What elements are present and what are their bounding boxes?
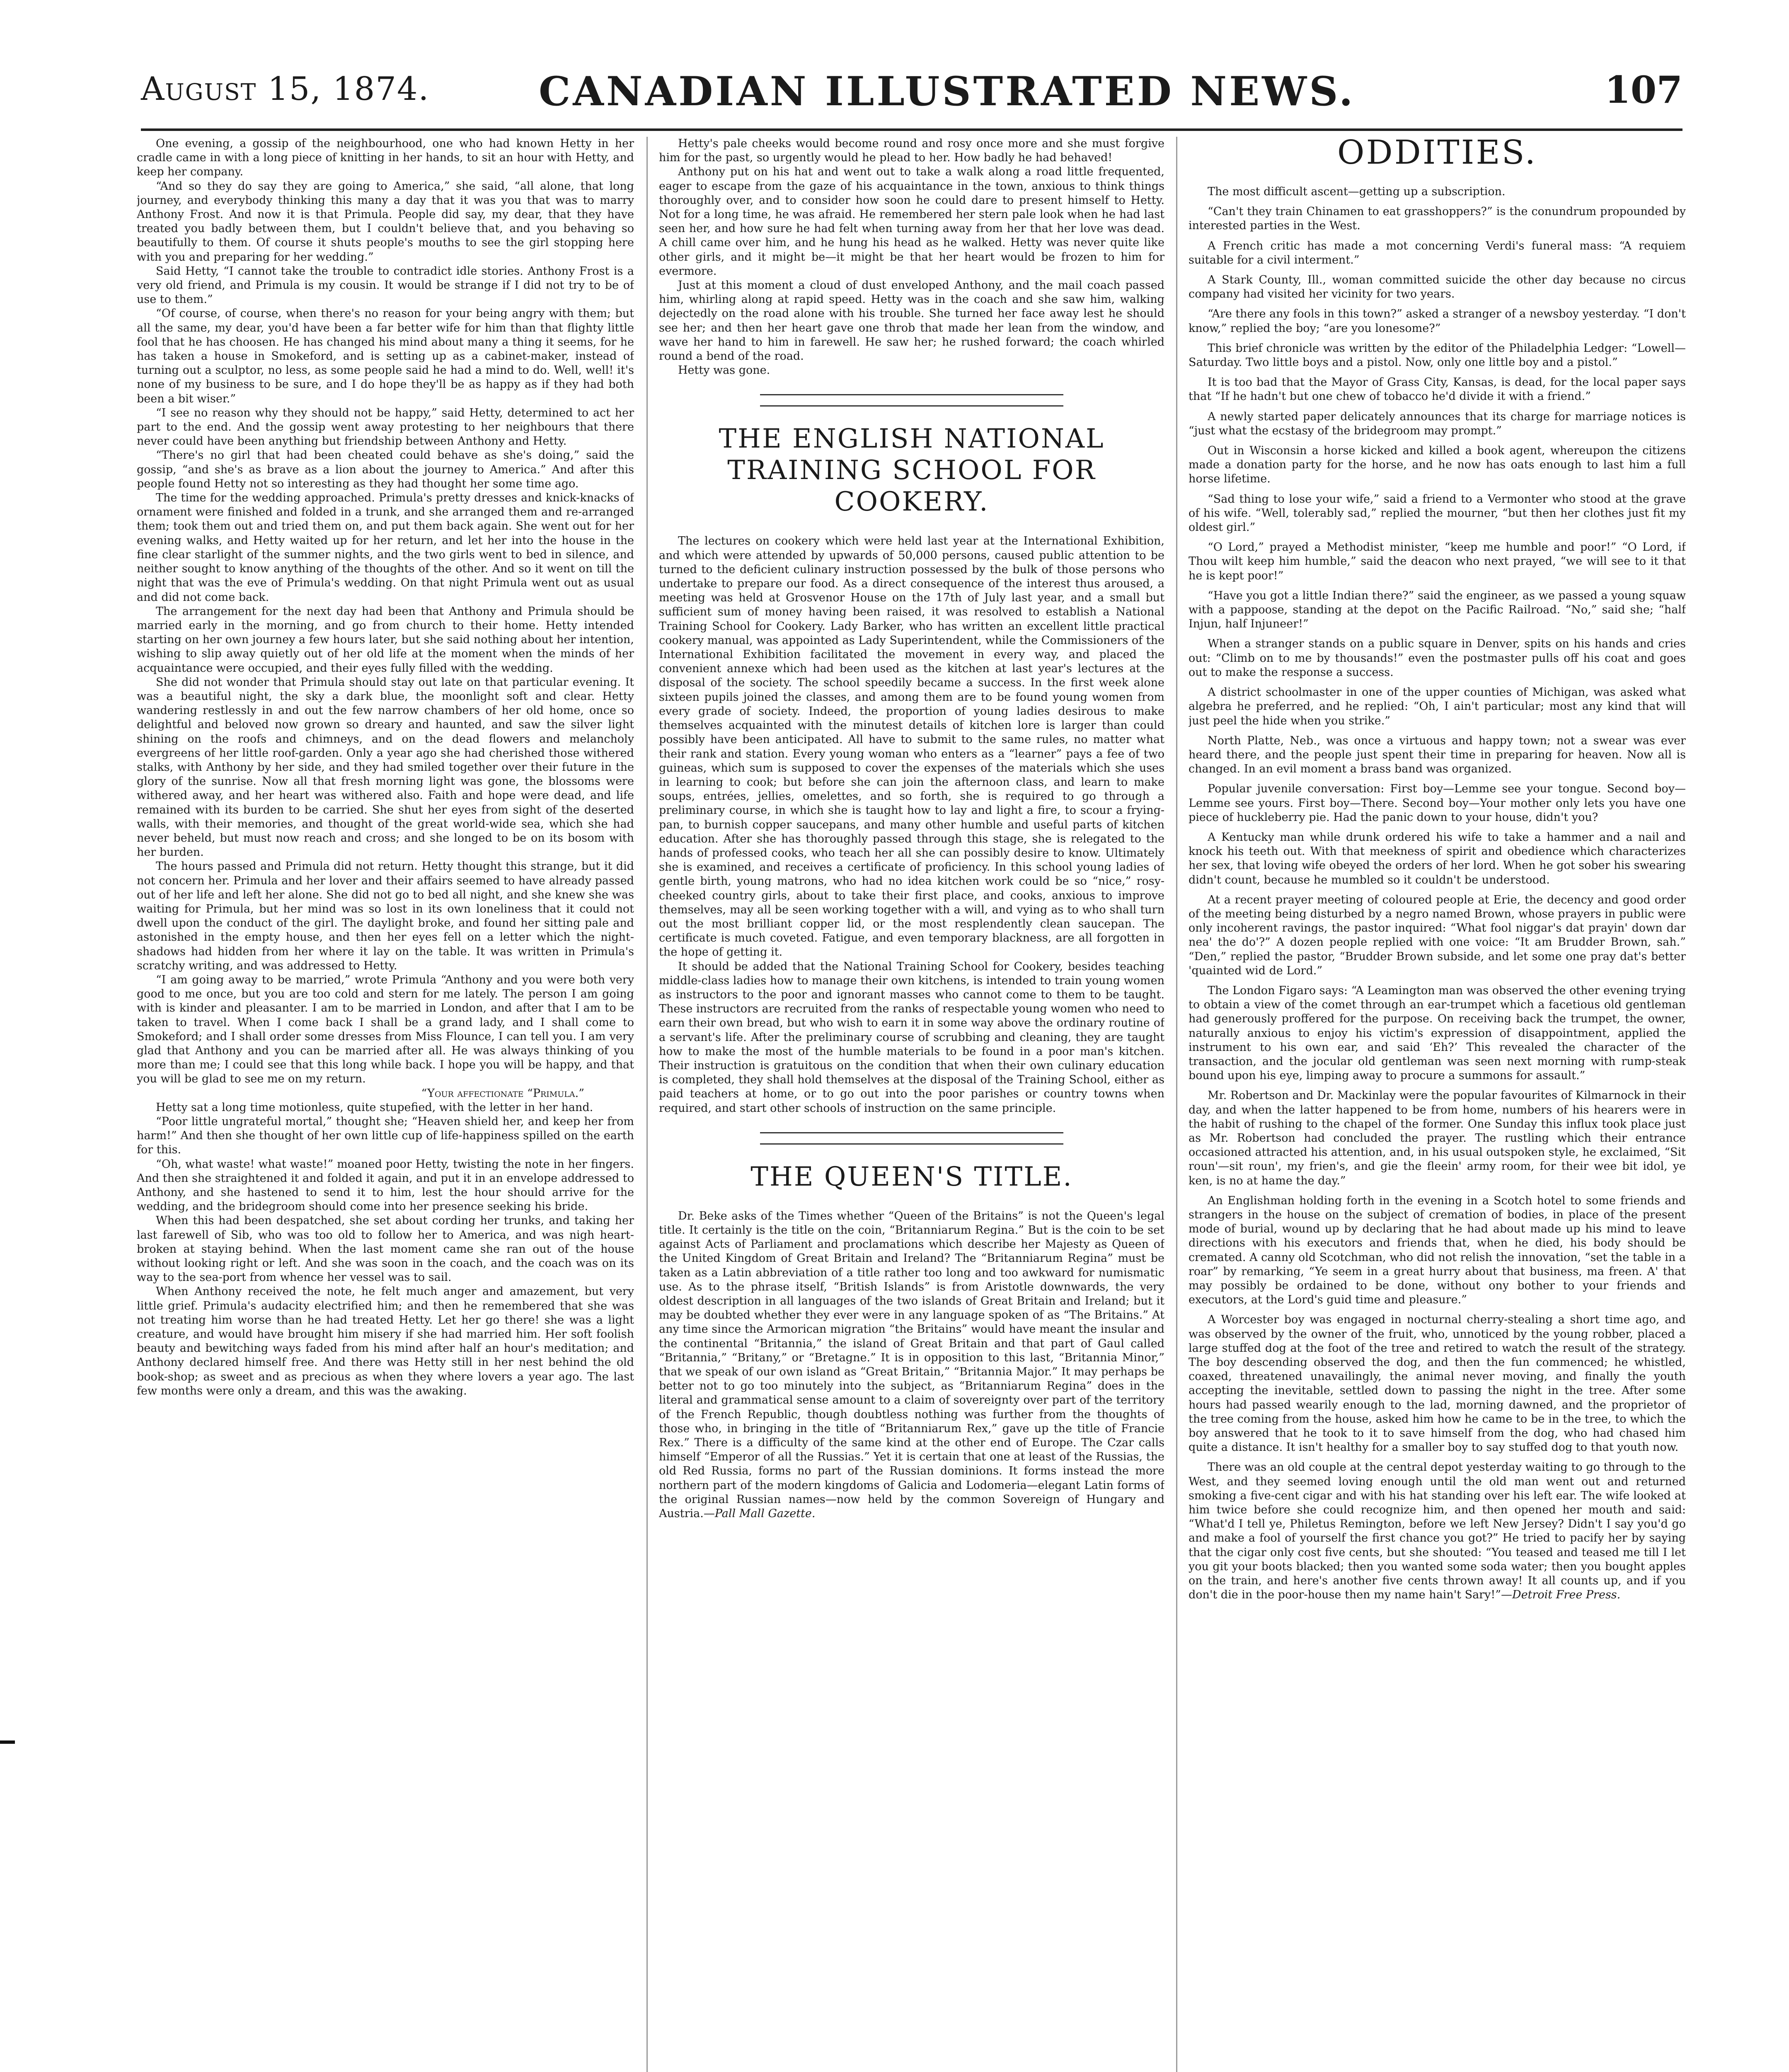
story-paragraph: The hours passed and Primula did not return. Hetty thought this strange, but it did not concern her. Primula and her lover and their affairs seemed to have already passed out of her life and left her alone. She did not go to bed all night, and she knew she was waiting for Primula, but her mind was so lost in its own loneliness that it could not dwell upon the conduct of the girl. The daylight broke, and found her sitting pale and astonished in the empty house, and then her eyes fell on a letter which the night-shadows had hidden from her where it lay on the table. It was written in Primula's scratchy writing, and was addressed to Hetty. (137, 860, 634, 972)
oddity-item: “O Lord,” prayed a Methodist minister, “keep me humble and poor!” “O Lord, if Thou wilt keep him humble,” said the deacon who next prayed, “we will see to it that he is kept poor!” (1189, 541, 1686, 582)
story-paragraph: Just at this moment a cloud of dust enveloped Anthony, and the mail coach passed him, whirling along at rapid speed. Hetty was in the coach and she saw him, walking dejectedly on the road alone with his trouble. She turned her face away lest he should see her; and then her heart gave one throb that made her lean from the window, and wave her hand to him in farewell. He saw her; he rushed forward; the coach whirled round a bend of the road. (659, 279, 1164, 363)
oddity-item: North Platte, Neb., was once a virtuous and happy town; not a swear was ever heard there, and the people just spent their time in preparing for heaven. Now all is changed. In an evil moment a brass band was organized. (1189, 734, 1686, 776)
column-rule-left (646, 137, 648, 2072)
oddity-item: A Kentucky man while drunk ordered his wife to take a hammer and a nail and knock his teeth out. With that meekness of spirit and obedience which characterizes her sex, that loving wife obeyed the orders of her lord. When he got sober his swearing didn't count, because he mumbled so it couldn't be understood. (1189, 830, 1686, 886)
oddity-item: Mr. Robertson and Dr. Mackinlay were the popular favourites of Kilmarnock in their day, and when the latter happened to be from home, numbers of his hearers were in the habit of rushing to the chapel of the former. One Sunday this influx took place just as Mr. Robertson had concluded the prayer. The rustling which their entrance occasioned attracted his attention, and, in his usual outspoken style, he exclaimed, “Sit roun'—sit roun', my frien's, and gie the fleein' army room, for their wee bit idol, ye ken, is no at hame the day.” (1189, 1089, 1686, 1187)
story-paragraph: One evening, a gossip of the neighbourhood, one who had known Hetty in her cradle came in with a long piece of knitting in her hands, to sit an hour with Hetty, and keep her company. (137, 137, 634, 179)
oddities-heading: ODDITIES. (1337, 137, 1537, 172)
oddity-item: A district schoolmaster in one of the upper counties of Michigan, was asked what algebra he preferred, and he replied: “Oh, I ain't particular; most any kind that will just peel the hide when you strike.” (1189, 686, 1686, 727)
page-number: 107 (1605, 68, 1682, 112)
story-paragraph: “Poor little ungrateful mortal,” thought she; “Heaven shield her, and keep her from harm!” And then she thought of her own little cup of life-happiness spilled on the earth for this. (137, 1115, 634, 1157)
column-rule-right (1176, 137, 1177, 2072)
oddity-item: A newly started paper delicately announces that its charge for marriage notices is “just what the ecstasy of the bridegroom may prompt.” (1189, 410, 1686, 437)
cookery-heading: THE ENGLISH NATIONAL TRAINING SCHOOL FOR COOKERY. (719, 424, 1105, 518)
story-paragraph: “I see no reason why they should not be happy,” said Hetty, determined to act her part to the end. And the gossip went away protesting to her neighbours that there never could have been anything but friendship between Anthony and Hetty. (137, 406, 634, 448)
source-credit: —Detroit Free Press. (1501, 1588, 1621, 1602)
oddity-item: At a recent prayer meeting of coloured people at Erie, the decency and good order of the meeting being disturbed by a negro named Brown, whose prayers in public were only incoherent ravings, the pastor inquired: “What fool niggar's dat prayin' down dar nea' the do'?” A dozen people replied with one voice: “It am Brudder Brown, sah.” “Den,” replied the pastor, “Brudder Brown subside, and let some one pray dat's better 'quainted wid de Lord.” (1189, 893, 1686, 977)
story-paragraph: Hetty sat a long time motionless, quite stupefied, with the letter in her hand. (156, 1101, 593, 1114)
oddity-item: Out in Wisconsin a horse kicked and killed a book agent, whereupon the citizens made a donation party for the horse, and he now has oats enough to last him a full horse lifetime. (1189, 444, 1686, 486)
story-paragraph: “Oh, what waste! what waste!” moaned poor Hetty, twisting the note in her fingers. And then she straightened it and folded it again, and put it in an envelope addressed to Anthony, and she hastened to send it to him, lest the hour should arrive for the wedding, and the bridegroom should come into her presence seeking his bride. (137, 1157, 634, 1213)
story-paragraph: “There's no girl that had been cheated could behave as she's doing,” said the gossip, “and she's as brave as a lion about the journey to America.” And after this people found Hetty not so interesting as they had thought her some time ago. (137, 449, 634, 490)
story-paragraph: When this had been despatched, she set about cording her trunks, and taking her last farewell of Sib, who was too old to follow her to America, and was nigh heart-broken at staying behind. When the last moment came she ran out of the house without looking right or left. And she was soon in the coach, and the coach was on its way to the sea-port from whence her vessel was to sail. (137, 1214, 634, 1284)
story-paragraph: Hetty's pale cheeks would become round and rosy once more and she must forgive him for the past, so urgently would he plead to her. How badly he had behaved! (659, 137, 1164, 165)
cookery-paragraph: The lectures on cookery which were held last year at the International Exhibition, and which were attended by upwards of 50,000 persons, caused public attention to be turned to the deficient culinary instruction possessed by the bulk of those persons who undertake to prepare our food. As a direct consequence of the interest thus aroused, a meeting was held at Grosvenor House on the 17th of July last year, and a small but sufficient sum of money having been raised, it was resolved to establish a National Training School for Cookery. Lady Barker, who has written an excellent little practical cookery manual, was appointed as Lady Superintendent, while the Commissioners of the International Exhibition facilitated the movement in every way, and placed the convenient annexe which had been used as the kitchen at last year's lectures at the disposal of the society. The school speedily became a success. In the first week alone sixteen pupils joined the classes, and among them are to be found young women from every grade of society. Indeed, the proportion of young ladies desirous to make themselves acquainted with the minutest details of kitchen lore is larger than could possibly have been anticipated. All have to submit to the same rules, no matter what their rank and station. Every young woman who enters as a “learner” pays a fee of two guineas, which sum is supposed to cover the expenses of the materials which she uses in learning to cook; but before she can join the afternoon class, and learn to make soups, entrées, jellies, omelettes, and so forth, she is required to go through a preliminary course, in which she is taught how to lay and light a fire, to scour a frying-pan, to burnish copper saucepans, and many other humble and useful parts of kitchen education. After she has thoroughly passed through this stage, she is relegated to the hands of professed cooks, who teach her all she can possibly desire to know. Ultimately she is examined, and receives a certificate of proficiency. In this school young ladies of gentle birth, young matrons, who had no idea kitchen work could be so “nice,” rosy-cheeked country girls, about to take their first place, and cooks, anxious to improve themselves, may all be seen working together with a will, and vying as to who shall turn out the most brilliant copper lid, or the most resplendently clean saucepan. The certificate is much coveted. Fatigue, and even temporary blackness, are all forgotten in the hope of getting it. (659, 535, 1164, 959)
cookery-paragraph: It should be added that the National Training School for Cookery, besides teaching middle-class ladies how to manage their own kitchens, is intended to train young women as instructors to the poor and ignorant masses who cannot come to them to be taught. These instructors are recruited from the ranks of respectable young women who need to earn their own bread, but who wish to earn it in some way above the ordinary routine of a servant's life. After the preliminary course of scrubbing and cleaning, they are taught how to make the most of the humble materials to be found in a poor man's kitchen. Their instruction is gratuitous on the condition that when their own culinary education is completed, they shall hold themselves at the disposal of the Training School, either as paid teachers at home, or to go out into the poor parishes or country towns when required, and start other schools of instruction on the same principle. (659, 960, 1164, 1115)
story-paragraph: “Of course, of course, when there's no reason for your being angry with them; but all the same, my dear, you'd have been a far better wife for him than that flighty little fool that he has choosen. He has changed his mind about many a thing it seems, for he has taken a house in Smokeford, and is setting up as a cabinet-maker, instead of turning out a sculptor, no less, as some people said he had a mind to do. Well, well! it's none of my business to be sure, and I do hope they'll be as happy as if they had both been a bit wiser.” (137, 307, 634, 405)
oddity-item: The London Figaro says: “A Leamington man was observed the other evening trying to obtain a view of the comet through an ear-trumpet which a facetious old gentleman had generously proffered for the purpose. On receiving back the trumpet, the owner, naturally anxious to enjoy his victim's expression of disappointment, applied the instrument to his own ear, and said ‘Eh?’ This revealed the character of the transaction, and the jocular old gentleman was seen next morning with rump-steak bound upon his eye, limping away to procure a summons for assault.” (1189, 984, 1686, 1082)
letter-signoff: “Your affectionate “Primula.” (421, 1087, 584, 1100)
story-paragraph: “I am going away to be married,” wrote Primula “Anthony and you were both very good to me once, but you are too cold and stern for me lately. The person I am going with is kinder and pleasanter. I am to be married in London, and after that I am to be taken to travel. When I come back I shall be a grand lady, and I shall come to Smokeford; and I shall order some dresses from Miss Flounce, I can tell you. I am very glad that Anthony and you can be married after all. He was always thinking of you more than me; I could see that this long while back. I hope you will be happy, and that you will be glad to see me on my return. (137, 973, 634, 1086)
masthead (141, 58, 1682, 131)
column-oddities (1189, 137, 1686, 2072)
oddity-item: It is too bad that the Mayor of Grass City, Kansas, is dead, for the local paper says that “If he hadn't but one chew of tobacco he'd divide it with a friend.” (1189, 376, 1686, 403)
oddity-item: The most difficult ascent—getting up a subscription. (1208, 185, 1506, 198)
story-paragraph: The arrangement for the next day had been that Anthony and Primula should be married early in the morning, and go from church to their home. Hetty intended starting on her own journey a few hours later, but she said nothing about her intention, wishing to slip away quietly out of her old life at the moment when the minds of her acquaintance were occupied, and their eyes fully filled with the wedding. (137, 605, 634, 675)
oddity-item: A Worcester boy was engaged in nocturnal cherry-stealing a short time ago, and was observed by the owner of the fruit, who, unnoticed by the young robber, placed a large stuffed dog at the foot of the tree and retired to watch the result of the strategy. The boy descending observed the dog, and then the fun commenced; he whistled, coaxed, threatened unavailingly, the animal never moving, and finally the youth accepting the inevitable, settled down to passing the night in the tree. After some hours had passed wearily enough to the lad, morning dawned, and the proprietor of the tree coming from the house, asked him how he came to be in the tree, to which the boy answered that he took to it to save himself from the dog, who had chased him quite a distance. It isn't healthy for a smaller boy to say stuffed dog to that youth now. (1189, 1313, 1686, 1454)
oddity-text: There was an old couple at the central depot yesterday waiting to go through to the West, and they seemed loving enough until the old man went out and returned smoking a five-cent cigar and with his hat standing over his left ear. The wife looked at him twice before she could recognize him, and then opened her mouth and said: “What'd I tell ye, Philetus Remington, before we left New Jersey? Didn't I say you'd go and make a fool of yourself the first chance you got?” He tried to pacify her by saying that the cigar only cost five cents, but she shouted: “You teased and teased me till I let you git your boots blacked; then you wanted some soda water; then you bought apples on the train, and here's another five cents thrown away! It all counts up, and if you don't die in the poor-house then my name hain't Sary!” (1189, 1461, 1686, 1602)
story-paragraph: The time for the wedding approached. Primula's pretty dresses and knick-knacks of ornament were finished and folded in a trunk, and she arranged them and re-arranged them; took them out and tried them on, and put them back again. She went out for her evening walks, and Hetty waited up for her return, and let her into the house in the fine clear starlight of the summer nights, and the two girls went to bed in silence, and neither sought to know anything of the thoughts of the other. And so it went on till the night that was the eve of Primula's wedding. On that night Primula went out as usual and did not come back. (137, 491, 634, 604)
oddity-item: “Have you got a little Indian there?” said the engineer, as we passed a young squaw with a pappoose, standing at the depot on the Pacific Railroad. “No,” said she; “half Injun, half Injuneer!” (1189, 589, 1686, 631)
story-paragraph: “And so they do say they are going to America,” she said, “all alone, that long journey, and everybody thinking this many a day that it was you that was to marry Anthony Frost. And now it is that Primula. People did say, my dear, that they have treated you badly between them, but I couldn't believe that, and you behaving so beautifully to them. Of course it shuts people's mouths to see the girl stopping here with you and preparing for her wedding.” (137, 179, 634, 264)
story-paragraph: Anthony put on his hat and went out to take a walk along a road little frequented, eager to escape from the gaze of his acquaintance in the town, anxious to think things thoroughly over, and to consider how soon he could dare to present himself to Hetty. Not for a long time, he was afraid. He remembered her stern pale look when he had last seen her, and how sure he had felt when turning away from her that her love was dead. A chill came over him, and he hung his head as he walked. Hetty was never quite like other girls, and it might be—it might be that her heart would be frozen to him for evermore. (659, 165, 1164, 278)
queens-title-heading: THE QUEEN'S TITLE. (750, 1161, 1073, 1192)
oddity-item: When a stranger stands on a public square in Denver, spits on his hands and cries out: “Climb on to me by thousands!” even the postmaster pulls off his coat and goes out to make the response a success. (1189, 637, 1686, 679)
oddity-item: Popular juvenile conversation: First boy—Lemme see your tongue. Second boy—Lemme see yours. First boy—There. Second boy—Your mother only lets you have one piece of huckleberry pie. Had the panic down to your house, didn't you? (1189, 782, 1686, 824)
oddity-item: An Englishman holding forth in the evening in a Scotch hotel to some friends and strangers in the house on the subject of cremation of bodies, in place of the present mode of burial, wound up by declaring that he had about made up his mind to leave directions with his executors and friends that, when he died, his body should be cremated. A canny old Scotchman, who did not relish the innovation, “set the table in a roar” by remarking, “Ye seem in a great hurry about that business, ma freen. A' that may possibly be ordained to be done, without ony bother to your friends and executors, at the Lord's guid time and pleasure.” (1189, 1194, 1686, 1307)
story-paragraph: She did not wonder that Primula should stay out late on that particular evening. It was a beautiful night, the sky a dark blue, the moonlight soft and clear. Hetty wandering restlessly in and out the few narrow chambers of her old home, once so delightful and beloved now grown so dreary and haunted, and saw the silver light shining on the roofs and chimneys, and on the dead flowers and melancholy evergreens of her little roof-garden. Only a year ago she had cherished those withered stalks, with Anthony by her side, and they had smiled together over their future in the glory of the sunrise. Now all that fresh morning light was gone, the blossoms were withered away, and her heart was withered also. Faith and hope were dead, and life remained with its burden to be carried. She shut her eyes from sight of the deserted walls, with their memories, and thought of the great world-wide sea, which she had never beheld, but must now reach and cross; and she longed to be on its bosom with her burden. (137, 675, 634, 859)
oddity-item: “Sad thing to lose your wife,” said a friend to a Vermonter who stood at the grave of his wife. “Well, tolerably sad,” replied the mourner, “but then her clothes just fit my oldest girl.” (1189, 492, 1686, 534)
queens-title-paragraph (659, 1209, 1164, 1521)
margin-tick (0, 1740, 15, 1744)
issue-date: August 15, 1874. (141, 70, 430, 108)
oddity-item: A Stark County, Ill., woman committed suicide the other day because no circus company had visited her vicinity for two years. (1189, 274, 1686, 301)
oddity-item: A French critic has made a mot concerning Verdi's funeral mass: “A requiem suitable for a civil interment.” (1189, 239, 1686, 266)
oddity-item (1189, 1460, 1686, 1602)
queens-title-text: Dr. Beke asks of the Times whether “Queen of the Britains” is not the Queen's legal title. It certainly is the title on the coin, “Britanniarum Regina.” But is the coin to be set against Acts of Parliament and proclamations which describe her Majesty as Queen of the United Kingdom of Great Britain and Ireland? The “Britanniarum Regina” must be taken as a Latin abbreviation of a title rather too long and too awkward for numismatic use. As to the phrase itself, “British Islands” is from Aristotle downwards, the very oldest description in all languages of the two islands of Great Britain and Ireland; but it may be doubted whether they ever were in any language spoken of as “The Britains.” At any time since the Armorican migration “the Britains” would have meant the insular and the continental “Britannia,” the island of Great Britain and that part of Gaul called “Britannia,” “Britany,” or “Bretagne.” It is in opposition to this last, “Britannia Minor,” that we speak of our own island as “Great Britain,” “Britannia Major.” It may perhaps be better not to go too minutely into the subject, as “Britanniarum Regina” does in the literal and grammatical sense amount to a claim of sovereignty over part of the territory of the French Republic, though doubtless nothing was further from the thoughts of those who, in bringing in the title of “Britanniarum Rex,” gave up the title of Francie Rex.” There is a difficulty of the same kind at the other end of Europe. The Czar calls himself “Emperor of all the Russias.” Yet it is certain that one at least of the Russias, the old Red Russia, forms no part of the Russian dominions. It forms instead the more northern part of the modern kingdoms of Galicia and Lodomeria—elegant Latin forms of the original Russian names—now held by the common Sovereign of Hungary and Austria. (659, 1209, 1164, 1520)
source-credit: —Pall Mall Gazette. (703, 1507, 816, 1520)
oddity-item: “Can't they train Chinamen to eat grasshoppers?” is the conundrum propounded by interested parties in the West. (1189, 205, 1686, 232)
newspaper-title: CANADIAN ILLUSTRATED NEWS. (539, 68, 1356, 115)
section-divider (760, 1132, 1063, 1145)
column-story (137, 137, 634, 2072)
story-paragraph: Hetty was gone. (678, 364, 770, 377)
story-paragraph: When Anthony received the note, he felt much anger and amazement, but very little grief. Primula's audacity electrified him; and then he remembered that she was not treating him worse than he had treated Hetty. Let her go there! she was a light creature, and would have brought him misery if she had married him. Her soft foolish beauty and bewitching ways faded from his mind after half an hour's meditation; and Anthony declared himself free. And there was Hetty still in her nest behind the old book-shop; as sweet and as precious as when they where lovers a year ago. The last few months were only a dream, and this was the awaking. (137, 1285, 634, 1397)
column-middle (659, 137, 1164, 2072)
story-paragraph: Said Hetty, “I cannot take the trouble to contradict idle stories. Anthony Frost is a very old friend, and Primula is my cousin. It would be strange if I did not try to be of use to them.” (137, 264, 634, 306)
oddity-item: This brief chronicle was written by the editor of the Philadelphia Ledger: “Lowell—Saturday. Two little boys and a pistol. Now, only one little boy and a pistol.” (1189, 341, 1686, 369)
oddity-item: “Are there any fools in this town?” asked a stranger of a newsboy yesterday. “I don't know,” replied the boy; “are you lonesome?” (1189, 307, 1686, 335)
section-divider (760, 394, 1063, 407)
